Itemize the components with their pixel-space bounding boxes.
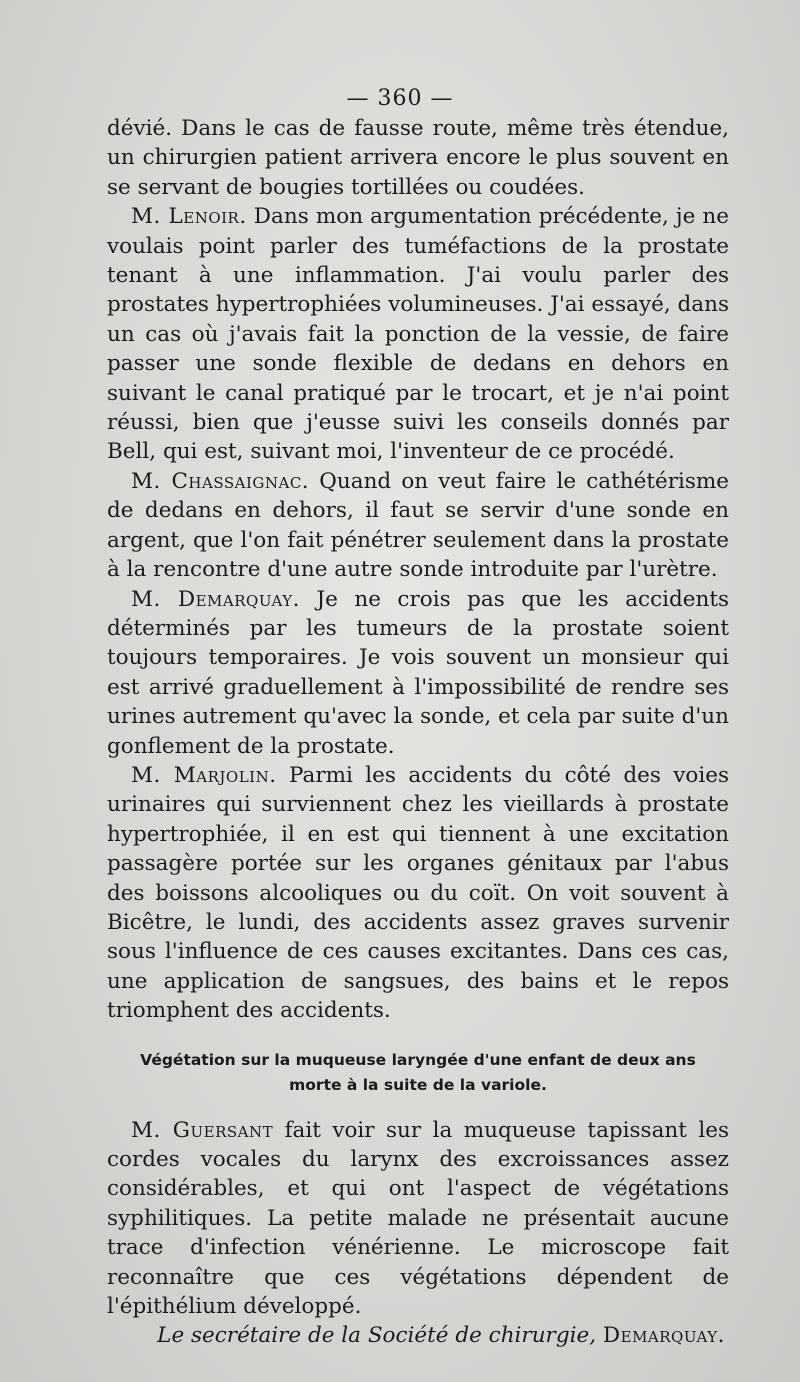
signature-title: Le secrétaire de la Société de chirurgie, [157,1323,597,1349]
section-heading [107,1048,729,1098]
signature-name: Demarquay. [602,1323,725,1349]
paragraph-demarquay [107,585,729,761]
paragraph-marjolin [107,761,729,1026]
paragraph-text: Dans mon argumentation précédente, je ne voulais point parler des tuméfactions de la prostate tenant à une inflammation. J'ai voulu parler des prostates hypertrophiées volumineuses. J'ai essayé, dans un cas où j'avais fait la ponction de la vessie, de faire passer une sonde flexible de dedans en dehors en suivant le canal pratiqué par le trocart, et je n'ai point réussi, bien que j'eusse suivi les conseils donnés par Bell, qui est, suivant moi, l'inventeur de ce procédé. [107,204,729,465]
speaker-name: M. Lenoir. [131,204,247,230]
body-text [107,114,729,1351]
heading-line-2: morte à la suite de la variole. [289,1075,547,1094]
signature [107,1321,729,1350]
paragraph-lenoir [107,202,729,467]
paragraph-text: Je ne crois pas que les accidents déterminés par les tumeurs de la prostate soient toujours temporaires. Je vois souvent un monsieur qui est arrivé graduellement à l'impossibilité de rendre ses urines autrement qu'avec la sonde, et cela par suite d'un gonflement de la prostate. [107,586,730,759]
paragraph-text: Parmi les accidents du côté des voies urinaires qui surviennent chez les vieillards à prostate hypertrophiée, il en est qui tiennent à une excitation passagère portée sur les organes génitaux par l'abus des boissons alcooliques ou du coït. On voit souvent à Bicêtre, le lundi, des accidents assez graves survenir sous l'influence de ces causes excitantes. Dans ces cas, une application de sangsues, des bains et le repos triomphent des accidents. [107,762,729,1024]
speaker-name: M. Chassaignac. [131,468,310,494]
paragraph-chassaignac [107,467,729,585]
speaker-name: M. Demarquay. [131,586,300,612]
speaker-name: M. Marjolin. [131,762,277,788]
paragraph-text: Quand on veut faire le cathétérisme de dedans en dehors, il faut se servir d'une sonde en argent, que l'on fait pénétrer seulement dans la prostate à la rencontre d'une autre sonde introduite par l'urètre. [107,468,729,583]
paragraph-guersant [107,1116,729,1322]
paragraph-continuation: dévié. Dans le cas de fausse route, même très étendue, un chirurgien patient arrivera encore le plus souvent en se servant de bougies tortillées ou coudées. [107,116,729,200]
heading-line-1: Végétation sur la muqueuse laryngée d'une enfant de deux ans [140,1050,696,1069]
page-number: — 360 — [346,86,454,111]
speaker-name: M. Guersant [131,1117,274,1143]
paragraph-text: fait voir sur la muqueuse tapissant les cordes vocales du larynx des excroissances assez considérables, et qui ont l'aspect de végétations syphilitiques. La petite malade ne présentait aucune trace d'infection vénérienne. Le microscope fait reconnaître que ces végétations dépendent de l'épithélium développé. [107,1117,729,1320]
